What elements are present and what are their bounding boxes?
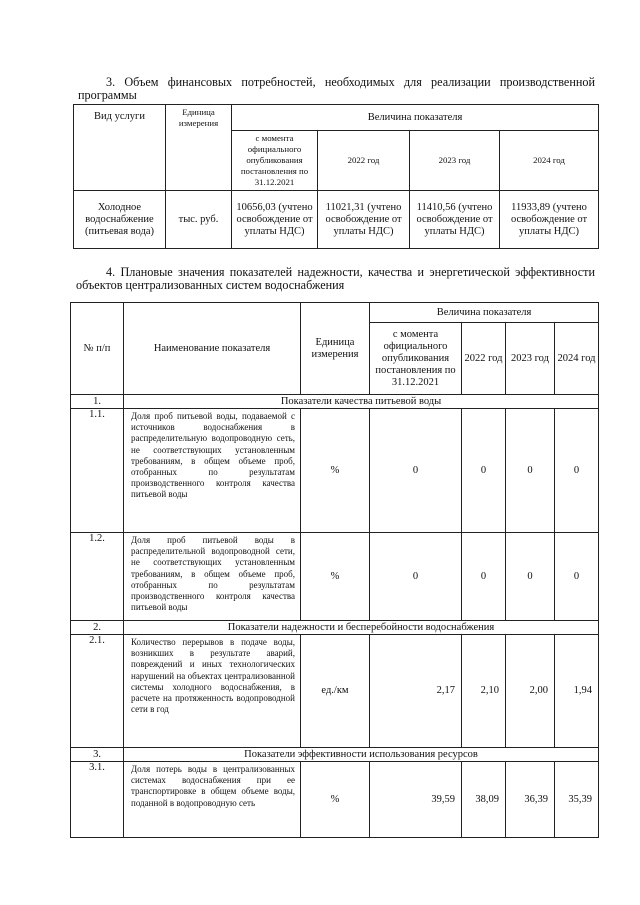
header-since: с момента официального опубликования постановления по 31.12.2021	[232, 131, 318, 191]
header-2024: 2024 год	[555, 323, 599, 395]
value-since-cell: 2,17	[370, 635, 462, 748]
group-title: Показатели качества питьевой воды	[124, 395, 599, 409]
value-2024-cell: 0	[555, 533, 599, 621]
row-number: 1.1.	[71, 409, 124, 533]
section-row	[71, 748, 599, 762]
header-unit: Единица измерения	[301, 303, 370, 395]
unit-cell: %	[301, 409, 370, 533]
value-2023-cell: 0	[506, 409, 555, 533]
table-row	[71, 762, 599, 838]
value-2023-cell: 36,39	[506, 762, 555, 838]
table-row	[71, 533, 599, 621]
section-row	[71, 395, 599, 409]
row-number: 3.1.	[71, 762, 124, 838]
indicator-name: Количество перерывов в подаче воды, возникших в результате аварий, повреждений и иных технологических нарушений на объектах централизованной системы холодного водоснабжения, в расчете на протяженность водопроводной сети в год	[124, 635, 301, 748]
value-2024-cell: 1,94	[555, 635, 599, 748]
table-row	[71, 409, 599, 533]
value-2022-cell: 11021,31 (учтено освобождение от уплаты НДС)	[318, 191, 410, 249]
value-2023-cell: 11410,56 (учтено освобождение от уплаты НДС)	[410, 191, 500, 249]
header-2023: 2023 год	[410, 131, 500, 191]
value-2022-cell: 0	[462, 533, 506, 621]
value-2024-cell: 0	[555, 409, 599, 533]
header-2022: 2022 год	[318, 131, 410, 191]
row-number: 1.2.	[71, 533, 124, 621]
unit-cell: %	[301, 762, 370, 838]
group-number: 3.	[71, 748, 124, 762]
group-number: 1.	[71, 395, 124, 409]
value-2023-cell: 0	[506, 533, 555, 621]
value-since-cell: 39,59	[370, 762, 462, 838]
unit-cell: %	[301, 533, 370, 621]
unit-cell: ед./км	[301, 635, 370, 748]
header-value: Величина показателя	[232, 105, 599, 131]
header-2023: 2023 год	[506, 323, 555, 395]
indicator-name: Доля проб питьевой воды, подаваемой с источников водоснабжения в распределительную водопроводную сеть, не соответствующих установленным требованиям, в общем объеме проб, отобранных по результатам производственного контроля качества питьевой воды	[124, 409, 301, 533]
unit-cell: тыс. руб.	[166, 191, 232, 249]
group-number: 2.	[71, 621, 124, 635]
table-row	[71, 635, 599, 748]
header-value: Величина показателя	[370, 303, 599, 323]
header-2024: 2024 год	[500, 131, 599, 191]
service-cell: Холодное водоснабжение (питьевая вода)	[74, 191, 166, 249]
value-2022-cell: 38,09	[462, 762, 506, 838]
table-row	[74, 191, 599, 249]
section-3-heading: 3. Объем финансовых потребностей, необходимых для реализации производственной программы	[78, 75, 595, 102]
row-number: 2.1.	[71, 635, 124, 748]
header-2022: 2022 год	[462, 323, 506, 395]
value-since-cell: 0	[370, 409, 462, 533]
value-2024-cell: 11933,89 (учтено освобождение от уплаты НДС)	[500, 191, 599, 249]
value-since-cell: 10656,03 (учтено освобождение от уплаты НДС)	[232, 191, 318, 249]
header-since: с момента официального опубликования постановления по 31.12.2021	[370, 323, 462, 395]
value-since-cell: 0	[370, 533, 462, 621]
section-row	[71, 621, 599, 635]
value-2022-cell: 2,10	[462, 635, 506, 748]
header-no: № п/п	[71, 303, 124, 395]
section-4-heading: 4. Плановые значения показателей надежности, качества и энергетической эффективности объектов централизованных систем водоснабжения	[76, 265, 595, 292]
value-2023-cell: 2,00	[506, 635, 555, 748]
value-2024-cell: 35,39	[555, 762, 599, 838]
indicators-table	[70, 302, 599, 838]
value-2022-cell: 0	[462, 409, 506, 533]
header-name: Наименование показателя	[124, 303, 301, 395]
indicator-name: Доля проб питьевой воды в распределительной водопроводной сети, не соответствующих установленным требованиям, в общем объеме проб, отобранных по результатам производственного контроля качества питьевой воды	[124, 533, 301, 621]
group-title: Показатели надежности и бесперебойности водоснабжения	[124, 621, 599, 635]
indicator-name: Доля потерь воды в централизованных системах водоснабжения при ее транспортировке в общем объеме воды, поданной в водопроводную сеть	[124, 762, 301, 838]
header-service: Вид услуги	[74, 105, 166, 191]
financial-needs-table	[73, 104, 599, 249]
group-title: Показатели эффективности использования ресурсов	[124, 748, 599, 762]
header-unit: Единица измерения	[166, 105, 232, 191]
